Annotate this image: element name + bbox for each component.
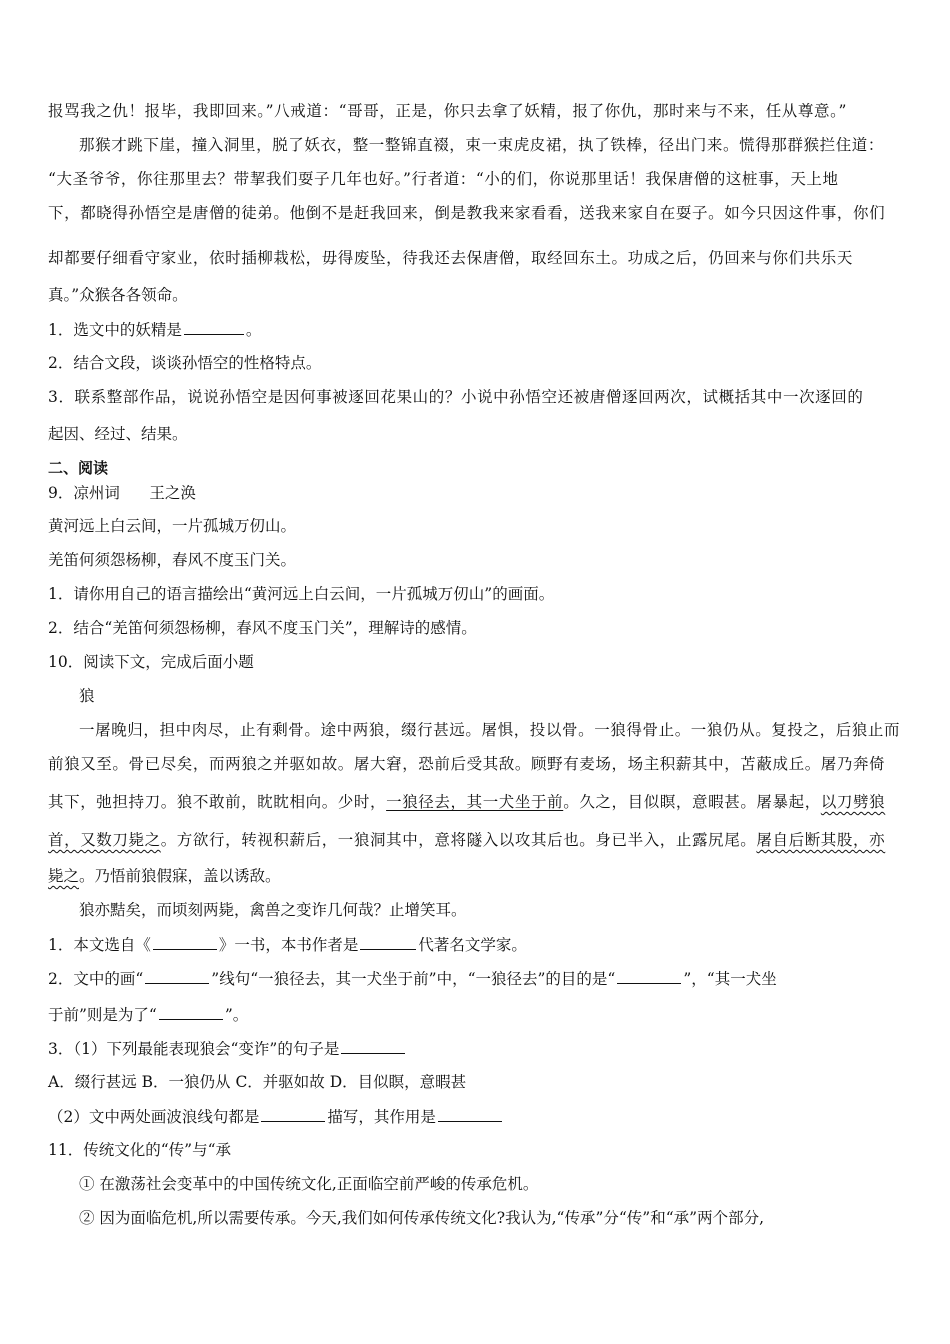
- question-text: 》一书，本书作者是: [218, 936, 359, 954]
- answer-blank[interactable]: [261, 1105, 325, 1122]
- question-10-3: [48, 1037, 407, 1060]
- question-8-1: [48, 318, 261, 341]
- passage-line: 一屠晚归，担中肉尽，止有剩骨。途中两狼，缀行甚远。屠惧，投以骨。一狼得骨止。一狼仍从。复投之，后狼止而: [79, 721, 901, 739]
- passage-line: 狼亦黠矣，而顷刻两毙，禽兽之变诈几何哉？止增笑耳。: [79, 901, 467, 919]
- question-text: 。: [245, 321, 262, 339]
- question-text: 3．（1）下列最能表现狼会“变诈”的句子是: [48, 1040, 340, 1058]
- passage-line: [48, 829, 885, 851]
- underlined-sentence: 一狼径去，其一犬坐于前: [386, 793, 564, 811]
- passage-line: [48, 865, 281, 887]
- passage-line: ① 在激荡社会变革中的中国传统文化,正面临空前严峻的传承危机。: [79, 1175, 539, 1193]
- question-8-3-cont: 起因、经过、结果。: [48, 425, 188, 443]
- question-10-title: 10．阅读下文，完成后面小题: [48, 653, 254, 671]
- wavy-underlined-sentence: 首，又数刀毙之: [48, 831, 161, 849]
- question-text: （2）文中两处画波浪线句都是: [48, 1108, 260, 1126]
- question-10-3-options: A．缀行甚远 B．一狼仍从 C．并驱如故 D．目似瞑，意暇甚: [48, 1073, 467, 1091]
- question-10-3-2: [48, 1105, 504, 1128]
- passage-line: 那猴才跳下崖，撞入洞里，脱了妖衣，整一整锦直裰，束一束虎皮裙，执了铁棒，径出门来。慌得那群猴拦住道：: [79, 136, 885, 154]
- passage-line: ② 因为面临危机,所以需要传承。今天,我们如何传承传统文化?我认为,“传承”分“传”和“承”两个部分,: [79, 1209, 764, 1227]
- question-9-title: 9．凉州词 王之涣: [48, 484, 196, 502]
- answer-blank[interactable]: [617, 967, 681, 984]
- passage-line: “大圣爷爷，你往那里去？带挈我们耍子几年也好。”行者道：“小的们，你说那里话！我保唐僧的这桩事，天上地: [48, 170, 839, 188]
- question-9-1: 1．请你用自己的语言描绘出“黄河远上白云间，一片孤城万仞山”的画面。: [48, 585, 555, 603]
- question-10-1: [48, 933, 527, 956]
- passage-text: 。方欲行，转视积薪后，一狼洞其中，意将隧入以攻其后也。身已半入，止露尻尾。: [160, 831, 757, 849]
- wavy-underlined-sentence: 以刀劈狼: [820, 793, 886, 811]
- answer-blank[interactable]: [360, 933, 416, 950]
- answer-blank[interactable]: [145, 967, 209, 984]
- question-10-2: [48, 967, 777, 990]
- section-heading: 二、阅读: [48, 459, 109, 477]
- wavy-underlined-sentence: 屠自后断其股，亦: [756, 831, 886, 849]
- question-text: 2．文中的画“: [48, 970, 144, 988]
- question-text: 于前”则是为了“: [48, 1006, 157, 1024]
- question-text: 1．本文选自《: [48, 936, 151, 954]
- question-8-2: 2．结合文段，谈谈孙悟空的性格特点。: [48, 354, 322, 372]
- question-10-2-cont: [48, 1003, 248, 1026]
- answer-blank[interactable]: [438, 1105, 502, 1122]
- answer-blank[interactable]: [341, 1037, 405, 1054]
- passage-text: 。久之，目似瞑，意暇甚。屠暴起，: [563, 793, 821, 811]
- question-8-3: 3．联系整部作品，说说孙悟空是因何事被逐回花果山的？小说中孙悟空还被唐僧逐回两次，试概括其中一次逐回的: [48, 388, 864, 406]
- passage-line: 却都要仔细看守家业，依时插柳栽松，毋得废坠，待我还去保唐僧，取经回东土。功成之后，仍回来与你们共乐天: [48, 249, 854, 267]
- question-11-title: 11．传统文化的“传”与“承: [48, 1141, 231, 1159]
- poem-line: 黄河远上白云间，一片孤城万仞山。: [48, 517, 297, 535]
- question-text: 代著名文学家。: [418, 936, 527, 954]
- passage-text: 。乃悟前狼假寐，盖以诱敌。: [79, 867, 281, 885]
- passage-line: 前狼又至。骨已尽矣，而两狼之并驱如故。屠大窘，恐前后受其敌。顾野有麦场，场主积薪其中，苫蔽成丘。屠乃奔倚: [48, 755, 886, 773]
- question-text: 1．选文中的妖精是: [48, 321, 182, 339]
- passage-line: 真。”众猴各各领命。: [48, 286, 188, 304]
- passage-line: [48, 791, 885, 813]
- passage-line: 下，都晓得孙悟空是唐僧的徒弟。他倒不是赶我回来，倒是教我来家看看，送我来家自在耍子。如今只因这件事，你们: [48, 204, 886, 222]
- poem-line: 羌笛何须怨杨柳，春风不度玉门关。: [48, 551, 297, 569]
- answer-blank[interactable]: [153, 933, 217, 950]
- question-text: ”，“其一犬坐: [683, 970, 777, 988]
- wavy-underlined-sentence: 毙之: [48, 867, 80, 885]
- question-text: ”线句“一狼径去，其一犬坐于前”中，“一狼径去”的目的是“: [211, 970, 616, 988]
- passage-line: 报骂我之仇！报毕，我即回来。”八戒道：“哥哥，正是，你只去拿了妖精，报了你仇，那时来与不来，任从尊意。”: [48, 102, 847, 120]
- question-text: ”。: [224, 1006, 249, 1024]
- question-9-2: 2．结合“羌笛何须怨杨柳，春风不度玉门关”，理解诗的感情。: [48, 619, 477, 637]
- question-text: 描写，其作用是: [327, 1108, 436, 1126]
- text-title: 狼: [79, 687, 95, 705]
- answer-blank[interactable]: [159, 1003, 223, 1020]
- passage-text: 其下，弛担持刀。狼不敢前，眈眈相向。少时，: [48, 793, 387, 811]
- answer-blank[interactable]: [184, 318, 244, 335]
